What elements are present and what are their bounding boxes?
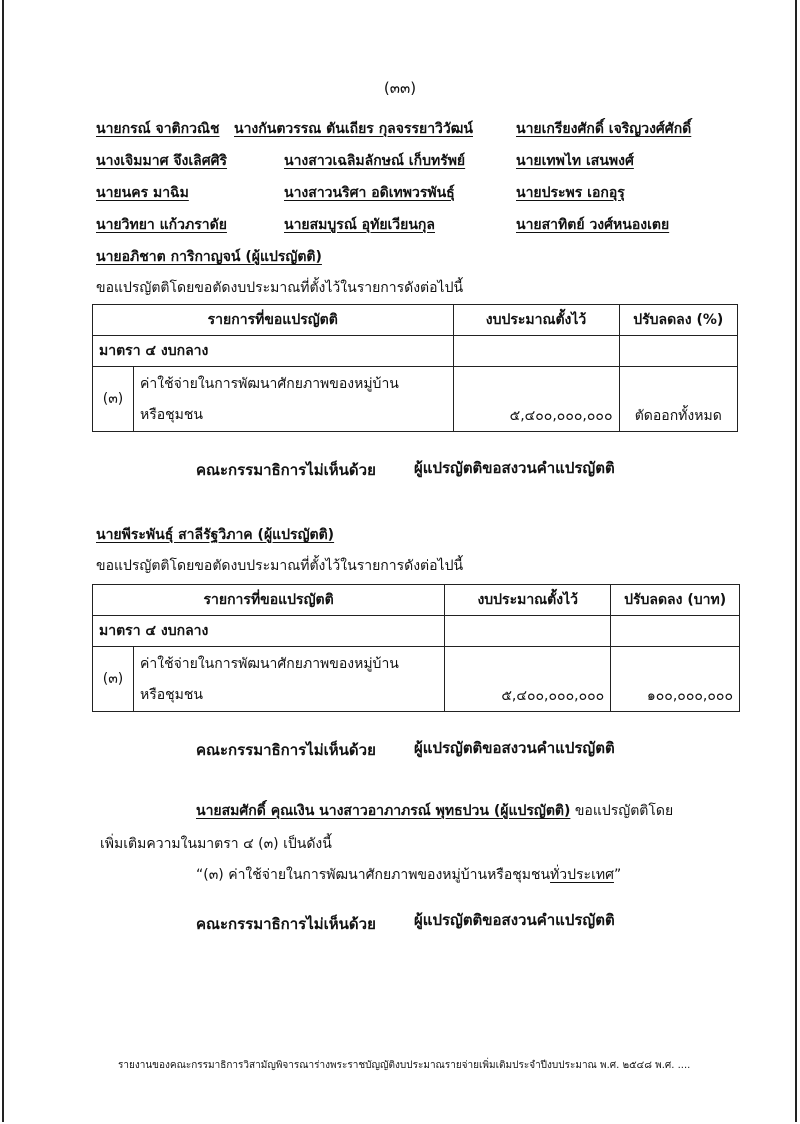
amendment-intro: ขอแปรญัตติโดยขอตัดงบประมาณที่ตั้งไว้ในรายการดังต่อไปนี้ <box>96 558 464 574</box>
col-header-budget: งบประมาณตั้งไว้ <box>445 585 611 616</box>
proposer-name: นายอภิชาต การิกาญจน์ (ผู้แปรญัตติ) <box>96 249 322 265</box>
col-header-budget: งบประมาณตั้งไว้ <box>453 305 619 336</box>
reservation-note: ผู้แปรญัตติขอสงวนคำแปรญัตติ <box>414 459 615 477</box>
amendment-line: เพิ่มเติมความในมาตรา ๔ (๓) เป็นดังนี้ <box>100 836 332 852</box>
budget-amount: ๕,๔๐๐,๐๐๐,๐๐๐ <box>445 647 611 712</box>
col-header-cut: ปรับลดลง (บาท) <box>611 585 740 616</box>
page-footer: รายงานของคณะกรรมาธิการวิสามัญพิจารณาร่างพระราชบัญญัติงบประมาณรายจ่ายเพิ่มเติมประจำปีงบประมาณ พ.ศ. ๒๕๔๘ พ.ศ. .... <box>118 1060 691 1071</box>
amendment-intro: ขอแปรญัตติโดย <box>570 803 674 819</box>
item-desc-line2: หรือชุมชน <box>140 407 203 423</box>
member-name: นางสาวเฉลิมลักษณ์ เก็บทรัพย์ <box>284 153 466 169</box>
empty-cell <box>445 616 611 647</box>
section-label: มาตรา ๔ งบกลาง <box>93 616 445 647</box>
cut-amount: ๑๐๐,๐๐๐,๐๐๐ <box>611 647 740 712</box>
amendment-intro: ขอแปรญัตติโดยขอตัดงบประมาณที่ตั้งไว้ในรายการดังต่อไปนี้ <box>96 280 464 296</box>
proposer-name: นายสมศักดิ์ คุณเงิน นางสาวอาภาภรณ์ พุทธปวน (ผู้แปรญัตติ) <box>196 803 571 819</box>
amendment-table <box>92 304 738 432</box>
quote-close: ” <box>613 867 622 883</box>
item-number: (๓) <box>93 367 134 432</box>
page-number: (๓๓) <box>383 79 417 97</box>
proposer-line <box>196 800 673 822</box>
proposer-name: นายพีระพันธุ์ สาลีรัฐวิภาค (ผู้แปรญัตติ) <box>96 527 335 543</box>
member-name: นายสมบูรณ์ อุทัยเวียนกุล <box>284 217 435 233</box>
item-description <box>134 367 454 432</box>
member-name: นายเทพไท เสนพงศ์ <box>516 153 634 169</box>
cut-amount: ตัดออกทั้งหมด <box>619 367 737 432</box>
empty-cell <box>611 616 740 647</box>
committee-verdict: คณะกรรมาธิการไม่เห็นด้วย <box>196 461 376 479</box>
member-name: นางสาวนริศา อดิเทพวรพันธุ์ <box>284 185 455 201</box>
member-name: นายสาทิตย์ วงศ์หนองเตย <box>516 217 670 233</box>
member-name: นายประพร เอกอุรุ <box>516 185 625 201</box>
col-header-item: รายการที่ขอแปรญัตติ <box>93 305 454 336</box>
member-name: นายเกรียงศักดิ์ เจริญวงศ์ศักดิ์ <box>516 121 692 137</box>
quote-text: “(๓) ค่าใช้จ่ายในการพัฒนาศักยภาพของหมู่บ้านหรือชุมชน <box>196 867 551 883</box>
reservation-note: ผู้แปรญัตติขอสงวนคำแปรญัตติ <box>414 911 615 929</box>
member-name: นางกันตวรรณ ตันเถียร กุลจรรยาวิวัฒน์ <box>234 121 473 137</box>
item-description <box>134 647 445 712</box>
committee-verdict: คณะกรรมาธิการไม่เห็นด้วย <box>196 915 376 933</box>
budget-amount: ๕,๔๐๐,๐๐๐,๐๐๐ <box>453 367 619 432</box>
committee-verdict: คณะกรรมาธิการไม่เห็นด้วย <box>196 741 376 759</box>
item-number: (๓) <box>93 647 134 712</box>
member-name: นายนคร มาฉิม <box>96 185 189 201</box>
member-name: นางเจิมมาศ จึงเลิศศิริ <box>96 153 228 169</box>
amendment-quote <box>196 864 621 886</box>
item-desc-line1: ค่าใช้จ่ายในการพัฒนาศักยภาพของหมู่บ้าน <box>140 376 399 392</box>
item-desc-line2: หรือชุมชน <box>140 687 203 703</box>
member-name: นายกรณ์ จาติกวณิช <box>96 121 220 137</box>
amendment-table <box>92 584 740 712</box>
reservation-note: ผู้แปรญัตติขอสงวนคำแปรญัตติ <box>414 739 615 757</box>
col-header-item: รายการที่ขอแปรญัตติ <box>93 585 445 616</box>
section-label: มาตรา ๔ งบกลาง <box>93 336 454 367</box>
quote-underlined-text: ทั่วประเทศ <box>550 867 614 883</box>
col-header-cut: ปรับลดลง (%) <box>619 305 737 336</box>
empty-cell <box>619 336 737 367</box>
member-name: นายวิทยา แก้วภราดัย <box>96 217 227 233</box>
empty-cell <box>453 336 619 367</box>
item-desc-line1: ค่าใช้จ่ายในการพัฒนาศักยภาพของหมู่บ้าน <box>140 656 399 672</box>
